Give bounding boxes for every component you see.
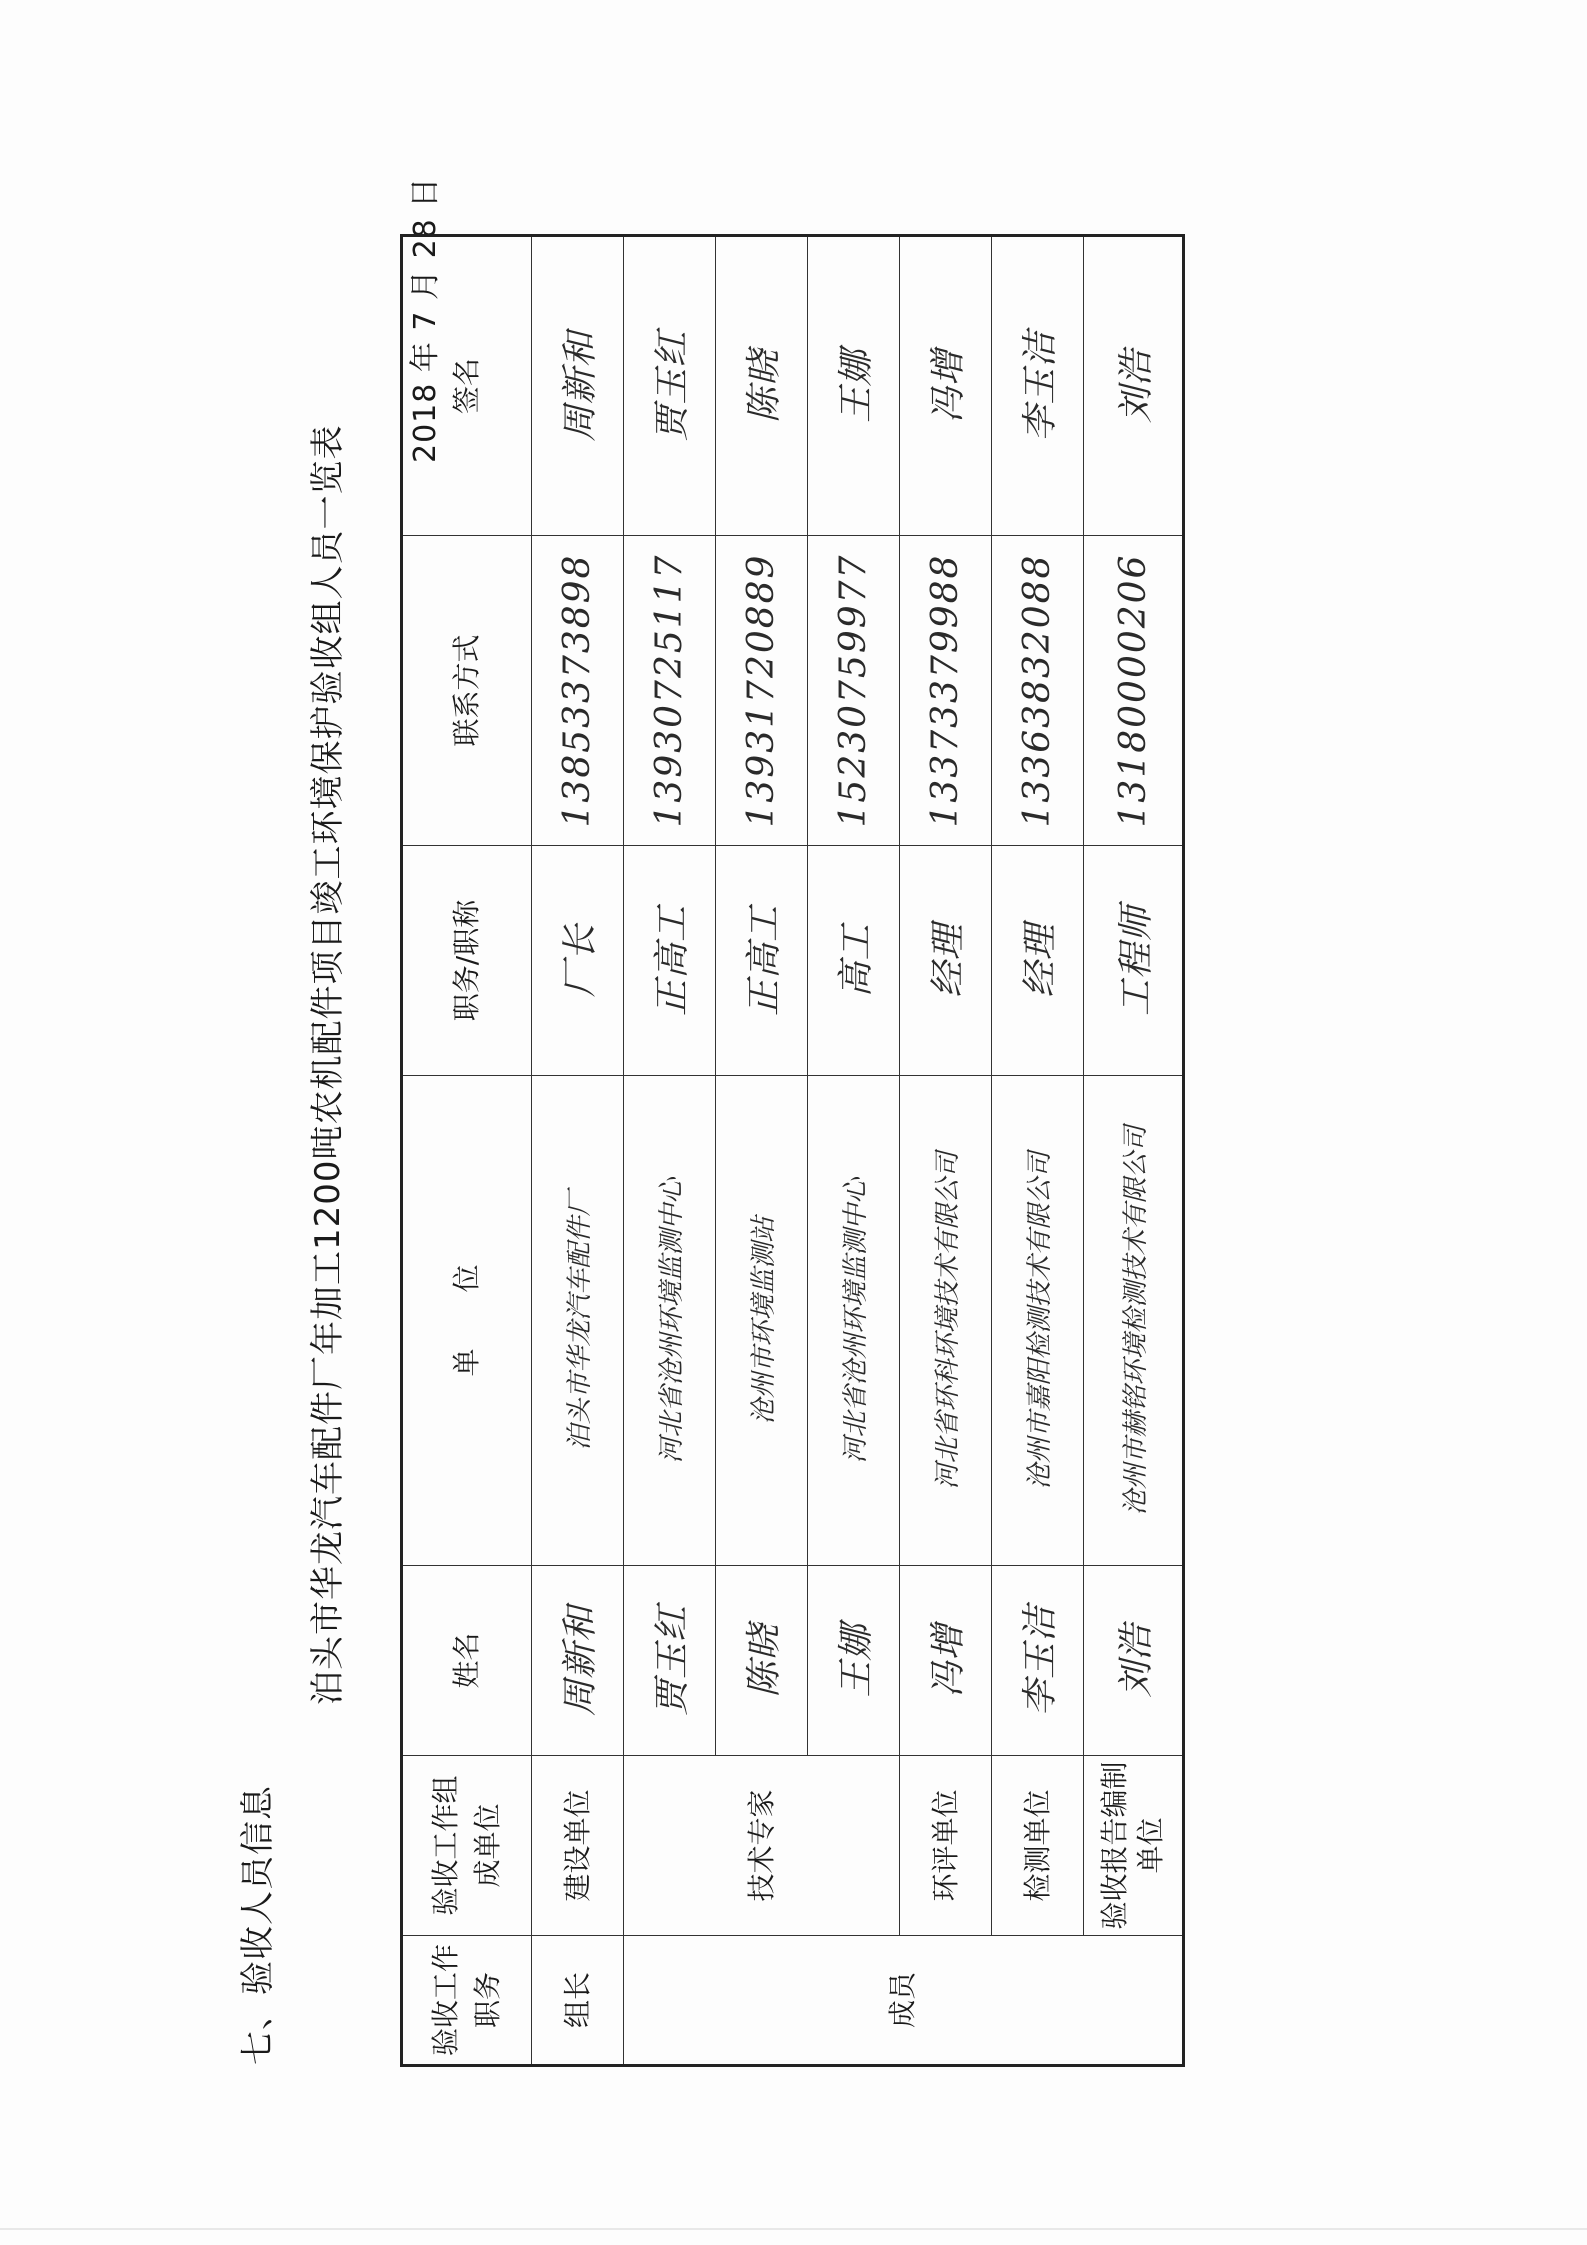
- name-cell: 刘浩: [1084, 1566, 1184, 1756]
- role-leader: 组长: [532, 1936, 624, 2066]
- signature-cell: 贾玉红: [624, 236, 716, 536]
- org-cell: 建设单位: [532, 1756, 624, 1936]
- name-cell: 贾玉红: [624, 1566, 716, 1756]
- unit-cell: 沧州市环境监测站: [716, 1076, 808, 1566]
- header-name: 姓名: [402, 1566, 532, 1756]
- table-header-row: [402, 236, 532, 2066]
- unit-cell: 河北省环科环境技术有限公司: [900, 1076, 992, 1566]
- org-cell: 技术专家: [624, 1756, 900, 1936]
- signature-cell: 陈晓: [716, 236, 808, 536]
- table-row: [900, 236, 992, 2066]
- contact-cell: 13853373898: [532, 536, 624, 846]
- unit-cell: 沧州市赫铭环境检测技术有限公司: [1084, 1076, 1184, 1566]
- unit-cell: 河北省沧州环境监测中心: [624, 1076, 716, 1566]
- table-title: 泊头市华龙汽车配件厂年加工1200吨农机配件项目竣工环境保护验收组人员一览表: [308, 424, 348, 1705]
- org-cell: 验收报告编制单位: [1084, 1756, 1184, 1936]
- section-heading: 七、验收人员信息: [238, 1785, 278, 2065]
- table-row: [1084, 236, 1184, 2066]
- table-row: [532, 236, 624, 2066]
- signature-cell: 李玉洁: [992, 236, 1084, 536]
- signature-cell: 周新和: [532, 236, 624, 536]
- name-cell: 王娜: [808, 1566, 900, 1756]
- title-cell: 经理: [900, 846, 992, 1076]
- title-cell: 正高工: [624, 846, 716, 1076]
- title-cell: 正高工: [716, 846, 808, 1076]
- contact-cell: 13363832088: [992, 536, 1084, 846]
- signature-cell: 王娜: [808, 236, 900, 536]
- title-cell: 厂长: [532, 846, 624, 1076]
- name-cell: 李玉洁: [992, 1566, 1084, 1756]
- signature-cell: 冯增: [900, 236, 992, 536]
- contact-cell: 13373379988: [900, 536, 992, 846]
- header-signature: 签名: [402, 236, 532, 536]
- unit-cell: 泊头市华龙汽车配件厂: [532, 1076, 624, 1566]
- table-row: [624, 236, 716, 2066]
- contact-cell: 13930725117: [624, 536, 716, 846]
- table-row: [992, 236, 1084, 2066]
- contact-cell: 13931720889: [716, 536, 808, 846]
- title-cell: 高工: [808, 846, 900, 1076]
- org-cell: 环评单位: [900, 1756, 992, 1936]
- contact-cell: 15230759977: [808, 536, 900, 846]
- acceptance-members-table: [400, 234, 1185, 2067]
- header-org-unit: 验收工作组 成单位: [402, 1756, 532, 1936]
- title-cell: 经理: [992, 846, 1084, 1076]
- document-date: 2018 年 7 月 28 日: [408, 176, 443, 463]
- org-cell: 检测单位: [992, 1756, 1084, 1936]
- name-cell: 冯增: [900, 1566, 992, 1756]
- name-cell: 陈晓: [716, 1566, 808, 1756]
- header-contact: 联系方式: [402, 536, 532, 846]
- header-title: 职务/职称: [402, 846, 532, 1076]
- header-unit: 单 位: [402, 1076, 532, 1566]
- unit-cell: 河北省沧州环境监测中心: [808, 1076, 900, 1566]
- contact-cell: 13180000206: [1084, 536, 1184, 846]
- name-cell: 周新和: [532, 1566, 624, 1756]
- signature-cell: 刘浩: [1084, 236, 1184, 536]
- role-member: 成员: [624, 1936, 1184, 2066]
- header-role: 验收工作 职务: [402, 1936, 532, 2066]
- title-cell: 工程师: [1084, 846, 1184, 1076]
- unit-cell: 沧州市嘉阳检测技术有限公司: [992, 1076, 1084, 1566]
